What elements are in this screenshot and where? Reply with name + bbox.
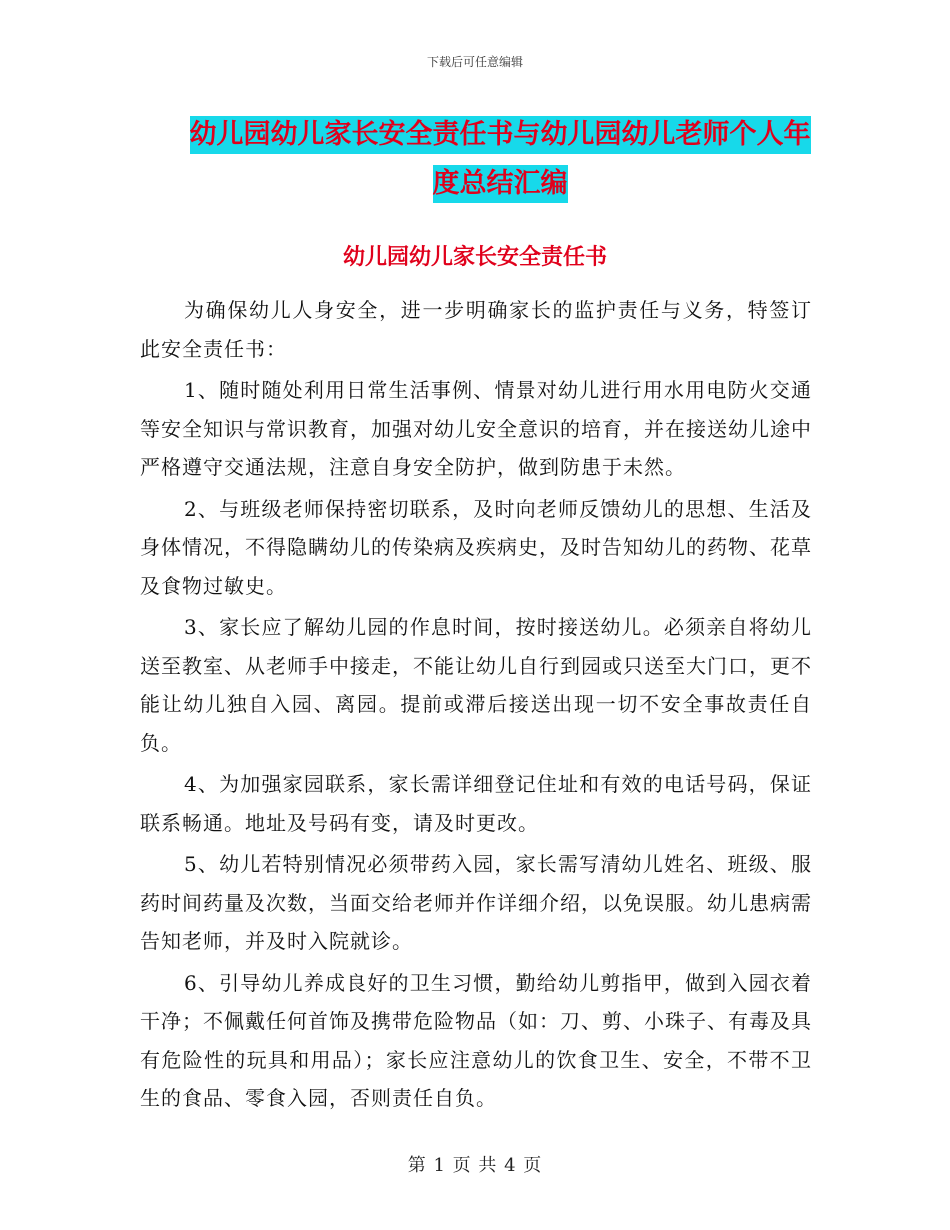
page-number-footer: 第 1 页 共 4 页 bbox=[407, 1155, 543, 1176]
clause-6-paragraph: 6、引导幼儿养成良好的卫生习惯，勤给幼儿剪指甲，做到入园衣着干净；不佩戴任何首饰及携带危险物品（如：刀、剪、小珠子、有毒及具有危险性的玩具和用品）；家长应注意幼儿的饮食卫生、安全，不带不卫生的食品、零食入园，否则责任自负。 bbox=[140, 970, 812, 1110]
clause-3-paragraph: 3、家长应了解幼儿园的作息时间，按时接送幼儿。必须亲自将幼儿送至教室、从老师手中接走，不能让幼儿自行到园或只送至大门口，更不能让幼儿独自入园、离园。提前或滞后接送出现一切不安全事故责任自负。 bbox=[140, 615, 812, 755]
page-header-note: 下载后可任意编辑 bbox=[426, 55, 523, 69]
document-title bbox=[140, 110, 860, 208]
clause-1-paragraph: 1、随时随处利用日常生活事例、情景对幼儿进行用水用电防火交通等安全知识与常识教育，加强对幼儿安全意识的培育，并在接送幼儿途中严格遵守交通法规，注意自身安全防护，做到防患于未然。 bbox=[140, 378, 812, 479]
document-title-line-1: 幼儿园幼儿家长安全责任书与幼儿园幼儿老师个人年 bbox=[190, 116, 811, 154]
section-title: 幼儿园幼儿家长安全责任书 bbox=[342, 245, 607, 270]
clause-2-paragraph: 2、与班级老师保持密切联系，及时向老师反馈幼儿的思想、生活及身体情况，不得隐瞒幼儿的传染病及疾病史，及时告知幼儿的药物、花草及食物过敏史。 bbox=[140, 496, 812, 598]
document-title-line-2: 度总结汇编 bbox=[433, 165, 568, 203]
document-body bbox=[140, 291, 812, 1121]
intro-paragraph: 为确保幼儿人身安全，进一步明确家长的监护责任与义务，特签订此安全责任书： bbox=[140, 298, 812, 361]
clause-4-paragraph: 4、为加强家园联系，家长需详细登记住址和有效的电话号码，保证联系畅通。地址及号码有变，请及时更改。 bbox=[140, 772, 812, 835]
clause-5-paragraph: 5、幼儿若特别情况必须带药入园，家长需写清幼儿姓名、班级、服药时间药量及次数，当面交给老师并作详细介绍，以免误服。幼儿患病需告知老师，并及时入院就诊。 bbox=[140, 852, 812, 953]
